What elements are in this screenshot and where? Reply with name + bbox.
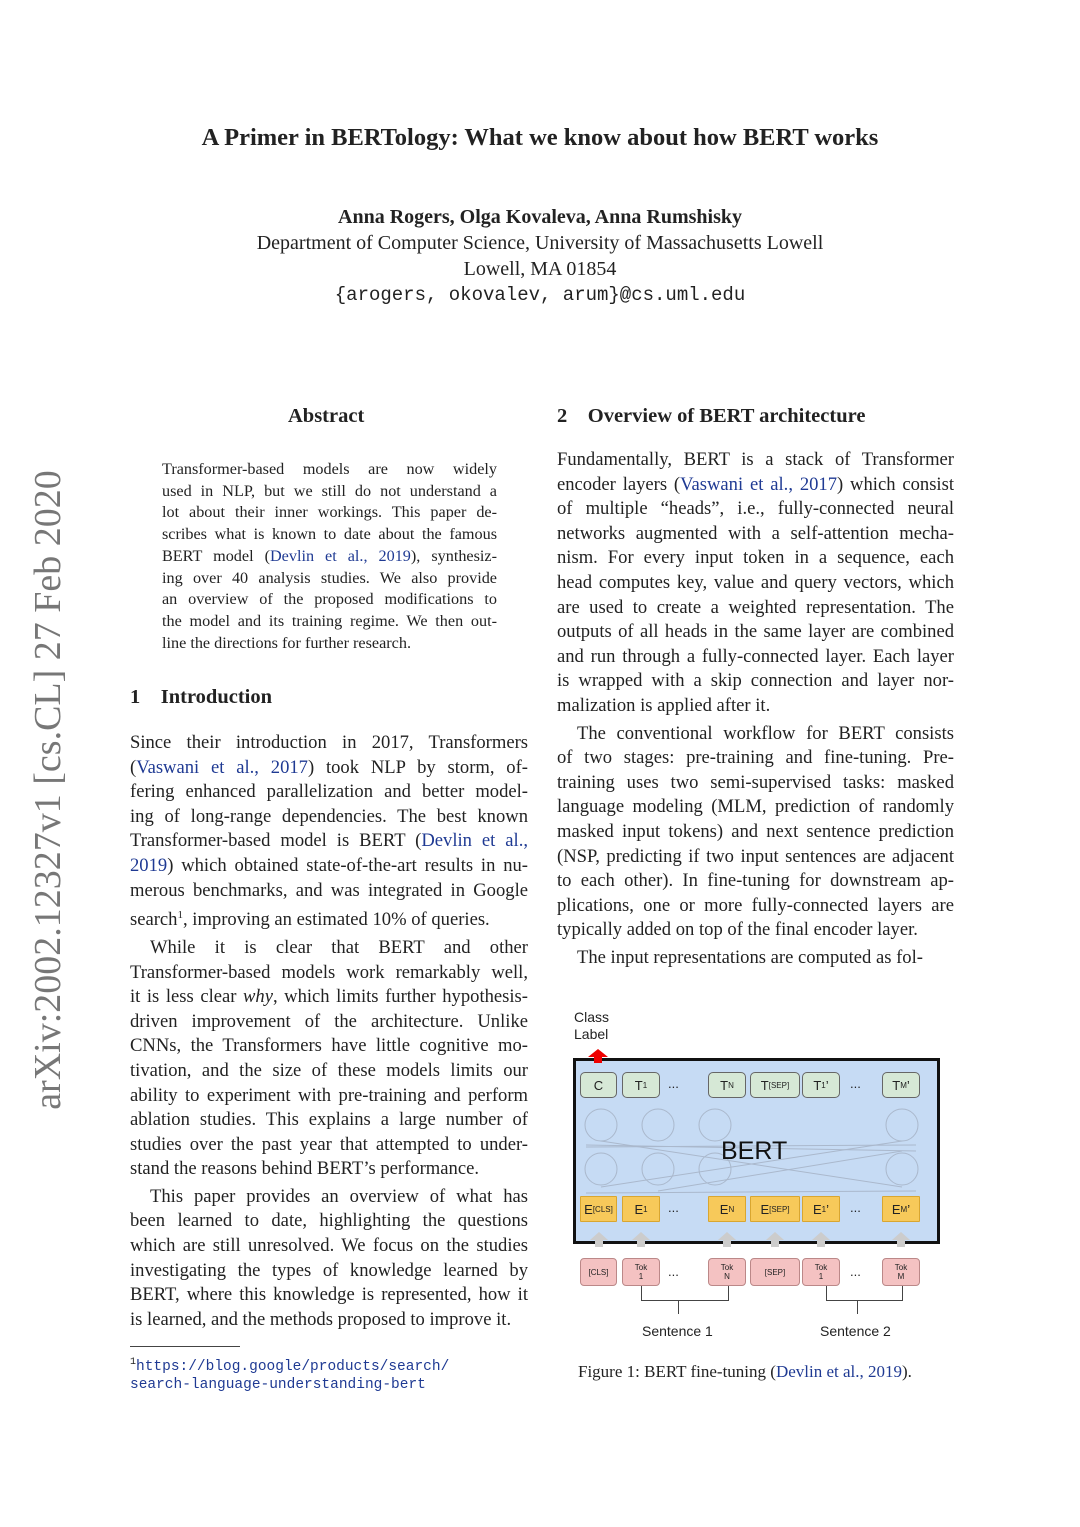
text-span: line the directions for further research. [162, 633, 411, 652]
text-line [130, 1010, 528, 1035]
text-line [130, 879, 528, 904]
bert-label: BERT [721, 1137, 788, 1165]
input-arrow-icon [892, 1232, 910, 1240]
text-span: ing of long-range dependencies. The best known [130, 805, 528, 827]
arxiv-identifier: arXiv:2002.12327v1 [cs.CL] 27 Feb 2020 [27, 470, 69, 1110]
class-label-line: Label [574, 1026, 609, 1042]
text-span: ) took NLP by storm, of- [307, 756, 528, 778]
text-line [557, 620, 954, 645]
token-label: M [897, 1272, 905, 1281]
input-arrow-stem [723, 1240, 731, 1247]
box-prime: ’ [826, 1201, 829, 1217]
box-label: E [760, 1201, 770, 1217]
text-span: (NSP, predicting if two input sentences are adjacent [557, 845, 954, 867]
text-line [557, 918, 954, 943]
text-line [130, 961, 528, 986]
token-label: Tok [720, 1263, 734, 1272]
text-span: masked input tokens) and next sentence prediction [557, 820, 954, 842]
text-line [162, 633, 497, 655]
text-line [130, 1283, 528, 1308]
text-span: is wrapped with a skip connection and layer nor- [557, 670, 954, 692]
text-span: , improving an estimated 10% of queries. [182, 909, 490, 931]
output-box [708, 1072, 746, 1098]
text-span: nism. For every input token in a sequence, each [557, 547, 954, 569]
figure-caption [578, 1362, 912, 1382]
input-arrow-stem [897, 1240, 905, 1247]
text-line [557, 546, 954, 571]
text-span: ) which obtained state-of-the-art results in nu- [167, 854, 528, 876]
box-subscript: 1 [642, 1080, 648, 1090]
text-line [130, 829, 528, 854]
location: Lowell, MA 01854 [463, 258, 617, 280]
text-span: Transformer-based models are now widely [162, 460, 497, 478]
paragraph [557, 946, 954, 971]
abstract-text [162, 459, 497, 654]
text-span: The input representations are computed as fol- [577, 946, 923, 968]
footnote[interactable]: $^1$https://blog.google/products/search/ search-language-understanding-bert [130, 1357, 450, 1393]
text-span: scribes what is known to date about the famous [162, 525, 497, 544]
token-label: 1 [638, 1272, 644, 1281]
text-line [130, 936, 528, 961]
ellipsis: ... [668, 1264, 679, 1279]
text-line [130, 1034, 528, 1059]
box-subscript: M [900, 1204, 908, 1214]
text-span: which are still unresolved. We focus on the studies [130, 1235, 528, 1257]
box-subscript: [SEP] [769, 1204, 790, 1214]
text-line [557, 820, 954, 845]
text-span: of two stages: pre-training and fine-tuning. Pre- [557, 747, 954, 769]
abstract-heading: Abstract [288, 405, 365, 427]
sentence-2-label: Sentence 2 [820, 1323, 891, 1339]
caption-citation-link[interactable]: Devlin et al., 2019 [775, 1362, 902, 1381]
sentence-2-stem [857, 1300, 858, 1314]
text-span: lot about their inner workings. This paper de- [162, 503, 497, 522]
text-span: driven improvement of the architecture. Unlike [130, 1010, 528, 1032]
box-label: E [634, 1201, 644, 1217]
text-span: head computes key, value and query vectors, which [557, 571, 954, 593]
input-token-box [708, 1258, 746, 1286]
text-line [557, 694, 954, 719]
text-line [557, 869, 954, 894]
paragraph [130, 731, 528, 933]
text-line [557, 795, 954, 820]
text-span: While it is clear that BERT and other [150, 936, 528, 958]
text-line [130, 854, 528, 879]
box-label: T [720, 1077, 729, 1093]
input-arrow-icon [812, 1232, 830, 1240]
text-span: studies over the past year that attempted to under- [130, 1133, 528, 1155]
text-span: ablation studies. This explains a large number of [130, 1109, 528, 1131]
authors: Anna Rogers, Olga Kovaleva, Anna Rumshisky [338, 206, 742, 228]
text-span: training uses two semi-supervised tasks: masked [557, 771, 954, 793]
box-subscript: N [728, 1204, 735, 1214]
footnote-link-1[interactable]: https://blog.google/products/search/ [136, 1358, 450, 1375]
paragraph [557, 722, 954, 943]
text-line [557, 894, 954, 919]
text-line [130, 1084, 528, 1109]
text-line [557, 497, 954, 522]
input-arrow-stem [637, 1240, 645, 1247]
ellipsis: ... [850, 1200, 861, 1215]
output-box [882, 1072, 920, 1098]
text-line [130, 731, 528, 756]
text-line [557, 746, 954, 771]
text-span: search [130, 909, 178, 931]
ellipsis: ... [668, 1076, 679, 1091]
text-span: CNNs, the Transformers have little cognitive mo- [130, 1035, 528, 1057]
text-line [162, 502, 497, 524]
input-arrow-stem [771, 1240, 779, 1247]
sentence-1-stem [678, 1300, 679, 1314]
text-span: Since their introduction in 2017, Transformers [130, 732, 528, 753]
text-span: the model and its training regime. We then out- [162, 611, 497, 630]
text-line [130, 1059, 528, 1084]
text-line [557, 522, 954, 547]
class-label [574, 1009, 609, 1043]
text-line [130, 1108, 528, 1133]
text-span: malization is applied after it. [557, 694, 771, 716]
input-token-box [750, 1258, 800, 1286]
text-line [557, 722, 954, 747]
citation-link[interactable]: Vaswani et al., 2017 [680, 473, 838, 495]
paper-title: A Primer in BERTology: What we know about how BERT works [201, 124, 879, 151]
box-label: T [634, 1077, 643, 1093]
affiliation: Department of Computer Science, University of Massachusetts Lowell [256, 232, 824, 254]
input-token-box [580, 1258, 617, 1286]
text-span: The conventional workflow for BERT consists [577, 722, 954, 744]
text-span: Fundamentally, BERT is a stack of Transformer [557, 449, 954, 470]
output-box [750, 1072, 800, 1098]
text-line [130, 1259, 528, 1284]
text-line [130, 1157, 528, 1182]
output-box [622, 1072, 660, 1098]
token-label: Tok [634, 1263, 648, 1272]
text-span: Transformer-based model is BERT ( [130, 830, 422, 852]
text-span: This paper provides an overview of what has [150, 1185, 528, 1207]
paragraph [557, 448, 954, 719]
sentence-2-bracket [826, 1286, 903, 1301]
box-prime: ’ [907, 1201, 911, 1217]
input-arrow-stem [595, 1240, 603, 1247]
text-span: used in NLP, but we still do not understand a [162, 481, 497, 500]
text-span: outputs of all heads in the same layer are combined [557, 621, 954, 643]
box-subscript: 1 [821, 1080, 826, 1090]
caption-text: Figure 1: BERT fine-tuning ( [578, 1362, 776, 1381]
box-label: C [593, 1077, 604, 1093]
input-arrow-icon [632, 1232, 650, 1240]
input-arrow-icon [590, 1232, 608, 1240]
text-span: it is less clear [130, 986, 243, 1008]
text-span: encoder layers ( [557, 473, 681, 495]
text-line [130, 1133, 528, 1158]
text-line [130, 985, 528, 1010]
text-line [557, 946, 954, 971]
text-span: are used to create a weighted representation. The [557, 596, 954, 618]
text-line [557, 771, 954, 796]
email: {arogers, okovalev, arum}@cs.uml.edu [334, 284, 746, 306]
text-span: fering enhanced parallelization and better model- [130, 781, 528, 803]
token-label: Tok [894, 1263, 908, 1272]
input-arrow-icon [718, 1232, 736, 1240]
paragraph [130, 1185, 528, 1333]
text-line [162, 589, 497, 611]
box-prime: ’ [825, 1077, 829, 1093]
box-subscript: 1 [643, 1204, 648, 1214]
box-label: T [813, 1077, 822, 1093]
footnote-rule [130, 1346, 240, 1347]
citation-link[interactable]: Devlin et al., [421, 830, 528, 852]
text-line [557, 473, 954, 498]
box-label: T [760, 1077, 769, 1093]
text-line [557, 645, 954, 670]
text-span: ), synthesiz- [410, 546, 497, 565]
embedding-box [882, 1196, 920, 1222]
text-line [130, 780, 528, 805]
text-span: BERT model ( [162, 546, 270, 565]
text-span: is learned, and the methods proposed to improve it. [130, 1308, 512, 1330]
ellipsis: ... [850, 1264, 861, 1279]
class-output-arrow-icon [588, 1049, 608, 1057]
text-span: networks augmented with a self-attention mecha- [557, 522, 954, 544]
sentence-1-bracket [641, 1286, 729, 1301]
sentence-1-label: Sentence 1 [642, 1323, 713, 1339]
token-label: [SEP] [764, 1267, 786, 1277]
token-label: [CLS] [588, 1267, 609, 1277]
box-subscript: N [728, 1080, 734, 1090]
text-line [557, 845, 954, 870]
section-1-heading: 1 Introduction [130, 686, 273, 708]
text-line [557, 596, 954, 621]
text-line [130, 1185, 528, 1210]
token-label: N [724, 1272, 730, 1281]
text-line [557, 669, 954, 694]
paragraph [130, 936, 528, 1182]
text-span: an overview of the proposed modifications to [162, 590, 497, 609]
input-token-box [622, 1258, 660, 1286]
text-span: investigating the types of knowledge learned by [130, 1259, 528, 1281]
text-line [130, 1234, 528, 1259]
text-line [162, 546, 497, 568]
caption-text-end: ). [902, 1362, 912, 1381]
text-span: typically added on top of the final encoder layer. [557, 919, 918, 941]
text-line [162, 481, 497, 503]
section-2-heading: 2 Overview of BERT architecture [557, 405, 866, 427]
text-line [557, 571, 954, 596]
text-span: tivation, and the size of these models limits our [130, 1059, 528, 1081]
box-label: E [719, 1201, 729, 1217]
text-span: ( [130, 756, 137, 778]
input-token-box [802, 1258, 840, 1286]
box-subscript: [CLS] [592, 1204, 613, 1214]
text-line [130, 756, 528, 781]
text-span: , which limits further hypothesis- [272, 986, 528, 1008]
output-box [802, 1072, 840, 1098]
introduction-text [130, 731, 528, 1335]
box-subscript: 1 [821, 1204, 827, 1214]
token-label: 1 [818, 1272, 824, 1281]
embedding-box [580, 1196, 617, 1222]
text-span: plications, one or more fully-connected layers are [557, 894, 954, 916]
box-label: E [584, 1201, 593, 1217]
box-subscript: M [900, 1080, 907, 1090]
box-subscript: [SEP] [768, 1080, 790, 1090]
text-span: language modeling (MLM, prediction of randomly [557, 796, 954, 818]
text-line [130, 805, 528, 830]
class-label-line: Class [574, 1009, 610, 1025]
input-arrow-icon [766, 1232, 784, 1240]
text-span: merous benchmarks, and was integrated in Google [130, 879, 528, 901]
footnote-marker[interactable]: 1 [177, 909, 183, 922]
text-line [130, 1209, 528, 1234]
citation-link[interactable]: Vaswani et al., 2017 [136, 756, 308, 778]
class-output-arrow-stem [594, 1057, 602, 1063]
box-label: T [892, 1077, 901, 1093]
embedding-box [750, 1196, 800, 1222]
text-span: Transformer-based models work remarkably well, [130, 961, 528, 983]
token-label: Tok [814, 1263, 828, 1272]
text-span: ) which consist [837, 473, 954, 495]
output-box [580, 1072, 617, 1098]
embedding-box [802, 1196, 840, 1222]
text-span: ing over 40 analysis studies. We also provide [162, 568, 497, 587]
citation-link[interactable]: 2019 [130, 854, 168, 876]
text-line [162, 524, 497, 546]
citation-link[interactable]: Devlin et al., 2019 [269, 546, 411, 565]
text-span: of multiple “heads”, i.e., fully-connected neural [557, 498, 954, 520]
box-label: E [812, 1201, 822, 1217]
input-arrow-stem [817, 1240, 825, 1247]
text-span: stand the reasons behind BERT’s performance. [130, 1158, 479, 1180]
text-line [130, 903, 528, 933]
ellipsis: ... [668, 1200, 679, 1215]
text-span: and run through a fully-connected layer. Each layer [557, 645, 954, 667]
input-token-box [882, 1258, 920, 1286]
text-span: BERT, where this knowledge is represented, how it [130, 1284, 528, 1306]
text-span: to each other). In fine-tuning for downstream ap- [557, 870, 954, 892]
embedding-box [622, 1196, 660, 1222]
text-span: why [243, 986, 273, 1008]
text-span: been learned to date, highlighting the questions [130, 1210, 528, 1232]
text-line [557, 448, 954, 473]
text-line [162, 459, 497, 481]
ellipsis: ... [850, 1076, 861, 1091]
box-label: E [891, 1201, 901, 1217]
text-line [162, 568, 497, 590]
footnote-link-2[interactable]: search-language-understanding-bert [130, 1376, 426, 1393]
text-line [162, 611, 497, 633]
text-span: ability to experiment with pre-training and perform [130, 1084, 528, 1106]
embedding-box [708, 1196, 746, 1222]
section-2-text [557, 448, 954, 973]
box-prime: ’ [906, 1077, 910, 1093]
text-line [130, 1308, 528, 1333]
